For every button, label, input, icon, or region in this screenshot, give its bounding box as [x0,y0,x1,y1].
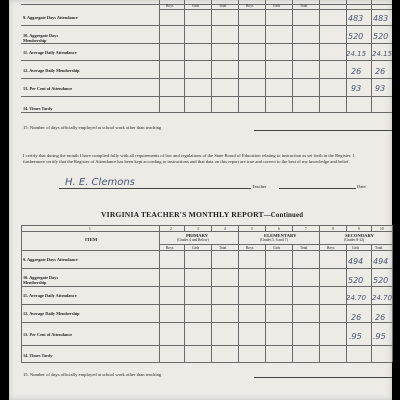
subheader-total: Total [300,245,308,250]
handwritten-value: 520 [348,276,364,285]
subheader-girls: Girls [192,245,200,250]
days-employed-line [254,377,392,378]
handwritten-value: 520 [348,32,364,41]
top-header-girls: Girls [273,3,281,8]
report-title [101,210,303,219]
handwritten-value: 26 [375,313,386,322]
handwritten-value: 483 [348,14,364,23]
column-number: 7 [305,226,307,231]
handwritten-value: 520 [373,32,389,41]
column-number: 2 [170,226,172,231]
table-row-label: 12. Average Daily Membership [23,311,80,316]
handwritten-value: 26 [375,67,386,76]
column-number: 9 [358,226,360,231]
teacher-label: Teacher [252,184,267,189]
subheader-total: Total [375,245,383,250]
handwritten-value: 24.70 [372,294,393,302]
signature-line [59,188,251,189]
date-label: Date [357,184,366,189]
table-row-label: 13. Per Cent of Attendance [23,86,73,91]
report-page [9,0,392,400]
top-header-boys: Boys [166,3,174,8]
subheader-total: Total [219,245,227,250]
column-number: 3 [197,226,199,231]
table-row-label: 13. Per Cent of Attendance [23,332,73,337]
top-header-girls: Girls [192,3,200,8]
handwritten-value: .95 [373,332,386,341]
top-header-boys: Boys [246,3,254,8]
column-number: 5 [251,226,253,231]
table-row-label: 12. Average Daily Membership [23,68,80,73]
group-primary: PRIMARY [186,232,209,238]
handwritten-value: 26 [351,313,362,322]
table-row-label: 11. Average Daily Attendance [23,50,77,55]
group-primary-grades: (Grades 4 and Below) [177,238,209,242]
table-row-label: 10. Aggregate Days Membership [23,33,59,43]
column-number: 4 [224,226,226,231]
handwritten-value: 24.15 [346,50,367,58]
top-header-total: Total [300,3,308,8]
handwritten-value: 494 [373,257,389,266]
group-elementary: ELEMENTARY [264,232,297,238]
handwritten-value: 26 [351,67,362,76]
handwritten-value: 494 [348,257,364,266]
certification-text: I certify that during the month I have complied fully with all requirements of law and regulations of the State Board of Education relating to instruction as set forth in the Register. I furthermore certify that the Register of Attendance has been kept according to instructions and that data on this report are true and correct to the best of my knowledge and belief. [23,153,355,164]
column-number: 1 [89,226,91,231]
table-row-label: 9. Aggregate Days Attendance [23,257,78,262]
handwritten-value: 520 [373,276,389,285]
table-row-label: 9. Aggregate Days Attendance [23,15,78,20]
handwritten-value: 483 [373,14,389,23]
subheader-boys: Boys [327,245,335,250]
handwritten-value: 93 [351,84,362,93]
table-row-label: 14. Times Tardy [23,353,53,358]
item-header: ITEM [85,237,98,242]
column-number: 8 [332,226,334,231]
subheader-girls: Girls [273,245,281,250]
table-row-label: 11. Average Daily Attendance [23,293,77,298]
date-line [279,188,356,189]
handwritten-value: .95 [349,332,362,341]
subheader-boys: Boys [166,245,174,250]
column-number: 10 [380,226,384,231]
top-header-total: Total [219,3,227,8]
group-secondary: SECONDARY [345,232,374,238]
column-number: 6 [278,226,280,231]
handwritten-value: 24.15 [372,50,393,58]
scan-border-right [392,0,400,400]
subheader-boys: Boys [246,245,254,250]
days-employed-line [254,130,392,131]
days-employed-note: 15. Number of days officially employed at school work other than teaching [23,372,162,377]
group-secondary-grades: (Grades 8-12) [344,238,365,242]
table-row-label: 14. Times Tardy [23,106,53,111]
days-employed-note: 15. Number of days officially employed at school work other than teaching [23,125,162,130]
handwritten-value: 24.70 [346,294,367,302]
handwritten-value: 93 [375,84,386,93]
table-row-label: 10. Aggregate Days Membership [23,275,59,285]
report-subtitle: —Continued [263,212,304,219]
report-title-text: VIRGINIA TEACHER'S MONTHLY REPORT [101,210,264,219]
subheader-girls: Girls [352,245,360,250]
group-elementary-grades: (Grades 5, 6 and 7) [260,238,288,242]
teacher-signature: H. E. Clemons [65,177,135,188]
scan-border-left [0,0,9,400]
